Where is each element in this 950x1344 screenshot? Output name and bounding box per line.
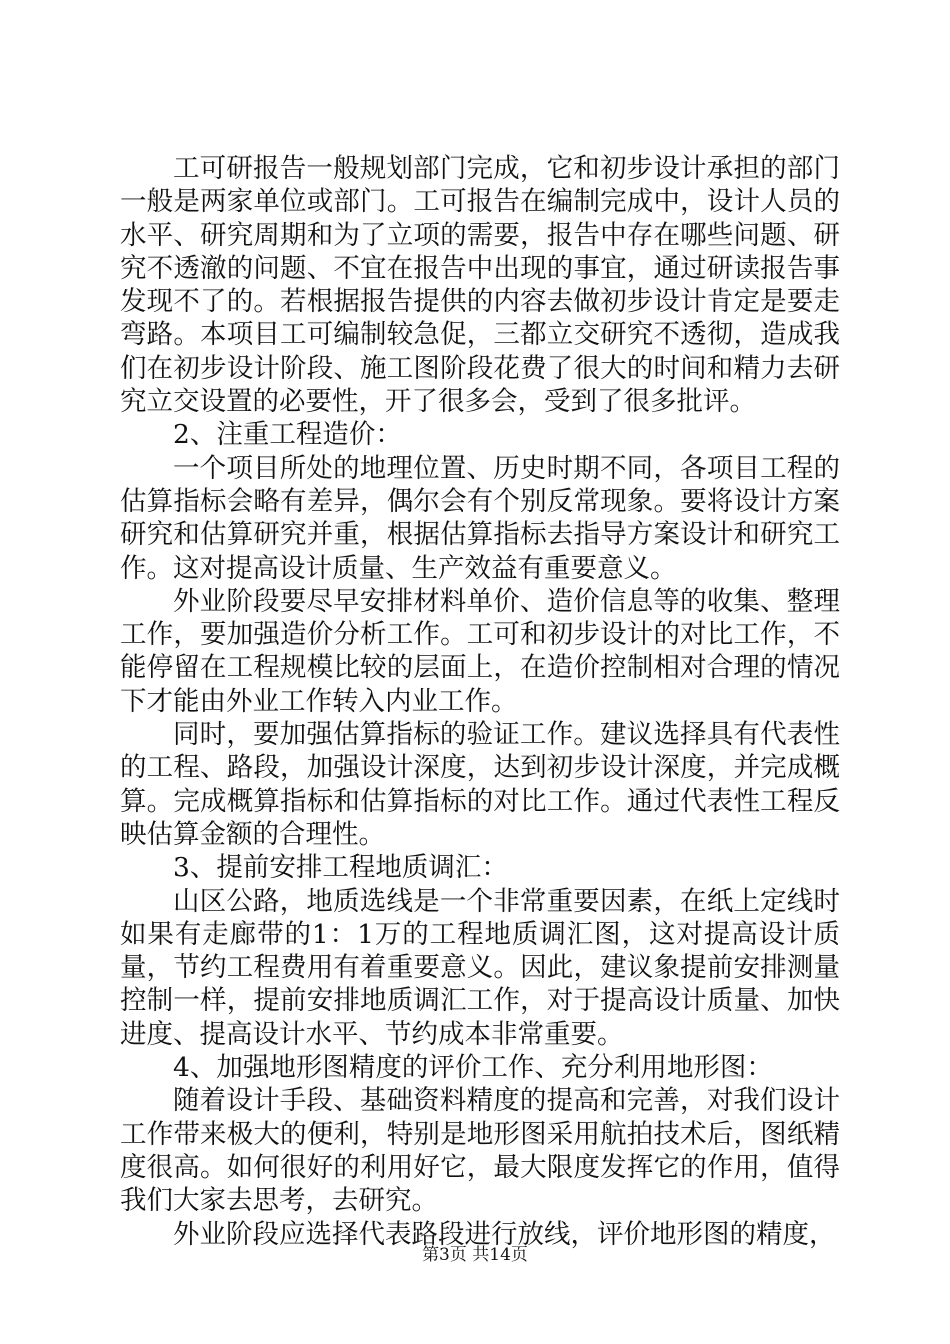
heading-engineering-cost: 2、注重工程造价：	[173, 419, 402, 451]
document-body	[120, 152, 840, 1251]
paragraph-field-stakeout: 外业阶段应选择代表路段进行放线，评价地形图的精度，	[173, 1218, 836, 1250]
heading-geological-survey: 3、提前安排工程地质调汇：	[173, 852, 508, 884]
paragraph-estimate-verification: 同时，要加强估算指标的验证工作。建议选择具有代表性的工程、路段，加强设计深度，达到初步设计深度，并完成概算。完成概算指标和估算指标的对比工作。通过代表性工程反映估算金额的合理性。	[120, 719, 840, 850]
paragraph-mountain-road-geology: 山区公路，地质选线是一个非常重要因素，在纸上定线时如果有走廊带的1：1万的工程地质调汇图，这对提高设计质量，节约工程费用有着重要意义。因此，建议象提前安排测量控制一样，提前安排地质调汇工作，对于提高设计质量、加快进度、提高设计水平、节约成本非常重要。	[120, 885, 840, 1050]
paragraph-estimate-indicators: 一个项目所处的地理位置、历史时期不同，各项目工程的估算指标会略有差异，偶尔会有个别反常现象。要将设计方案研究和估算研究并重，根据估算指标去指导方案设计和研究工作。这对提高设计质量、生产效益有重要意义。	[120, 452, 840, 584]
page-footer: 第3页 共14页	[422, 1245, 528, 1265]
paragraph-feasibility-report: 工可研报告一般规划部门完成，它和初步设计承担的部门一般是两家单位或部门。工可报告在编制完成中，设计人员的水平、研究周期和为了立项的需要，报告中存在哪些问题、研究不透澈的问题、不宜在报告中出现的事宜，通过研读报告事发现不了的。若根据报告提供的内容去做初步设计肯定是要走弯路。本项目工可编制较急促，三都立交研究不透彻，造成我们在初步设计阶段、施工图阶段花费了很大的时间和精力去研究立交设置的必要性，开了很多会，受到了很多批评。	[120, 153, 840, 418]
paragraph-aerial-mapping: 随着设计手段、基础资料精度的提高和完善，对我们设计工作带来极大的便利，特别是地形图采用航拍技术后，图纸精度很高。如何很好的利用好它，最大限度发挥它的作用，值得我们大家去思考，去研究。	[120, 1085, 840, 1217]
heading-topographic-map: 4、加强地形图精度的评价工作、充分利用地形图：	[173, 1052, 773, 1084]
paragraph-field-stage-cost: 外业阶段要尽早安排材料单价、造价信息等的收集、整理工作，要加强造价分析工作。工可和初步设计的对比工作，不能停留在工程规模比较的层面上，在造价控制相对合理的情况下才能由外业工作转入内业工作。	[120, 585, 840, 717]
